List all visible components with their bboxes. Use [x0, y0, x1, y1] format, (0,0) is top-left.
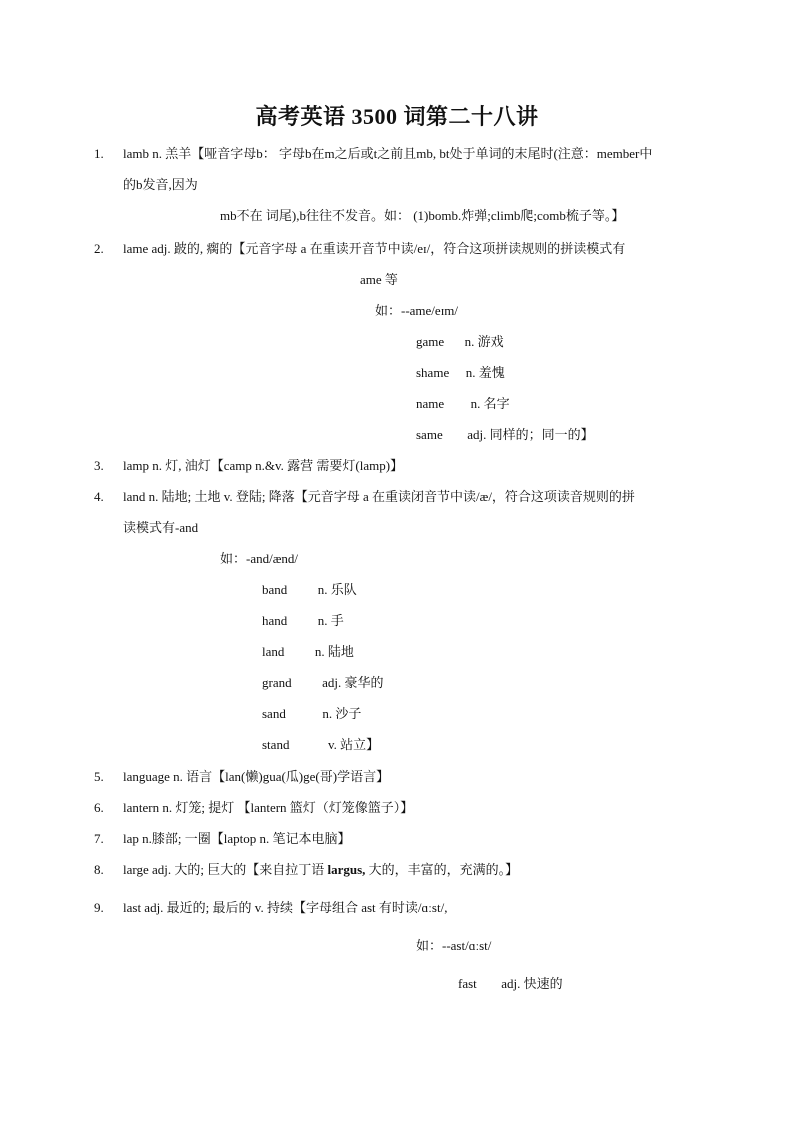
entry-text: language n. 语言【lan(懒)gua(瓜)ge(哥)学语言】 [123, 769, 390, 784]
word-example [262, 581, 357, 599]
example-word: stand [262, 737, 290, 752]
word-example [262, 705, 361, 723]
example-meaning: n. 羞愧 [465, 365, 505, 380]
example-meaning: n. 游戏 [464, 334, 504, 349]
word-example [416, 426, 594, 444]
word-example [262, 736, 379, 754]
page-title: 高考英语 3500 词第二十八讲 [255, 104, 539, 129]
example-word: land [262, 644, 285, 659]
entry-number: 1. [94, 146, 104, 161]
entry-number: 4. [94, 489, 104, 504]
entry-text: lap n.膝部; 一圈【laptop n. 笔记本电脑】 [123, 831, 351, 846]
example-meaning: adj. 快速的 [501, 976, 563, 991]
example-word: hand [262, 613, 288, 628]
example-word: grand [262, 675, 292, 690]
entry-text: mb不在 词尾),b往往不发音。如： (1)bomb.炸弹;climb爬;comb梳子等。】 [220, 208, 625, 223]
entry-text: lamp n. 灯, 油灯【camp n.&v. 露营 需要灯(lamp)】 [123, 458, 404, 473]
entry-number: 8. [94, 862, 104, 877]
entry-number: 9. [94, 900, 104, 915]
entry-text: lamb n. 羔羊【哑音字母b： 字母b在m之后或t之前且mb, bt处于单词的末尾时(注意：member中 [123, 146, 653, 161]
example-word: sand [262, 706, 286, 721]
entry-text: last adj. 最近的; 最后的 v. 持续【字母组合 ast 有时读/ɑːst/, [123, 900, 448, 915]
example-meaning: n. 乐队 [317, 582, 357, 597]
word-example [262, 643, 354, 661]
word-example [416, 333, 504, 351]
word-example [458, 975, 563, 993]
entry-text-part: 大的，丰富的，充满的。】 [365, 862, 519, 877]
example-word: fast [458, 976, 477, 991]
word-example [416, 395, 510, 413]
entry-text: lame adj. 跛的, 瘸的【元音字母 a 在重读开音节中读/eɪ/，符合这项拼读规则的拼读模式有 [123, 241, 626, 256]
entry-number: 3. [94, 458, 104, 473]
example-meaning: n. 沙子 [322, 706, 362, 721]
entry-number: 2. [94, 241, 104, 256]
example-meaning: n. 名字 [470, 396, 510, 411]
entry-number: 5. [94, 769, 104, 784]
example-meaning: v. 站立】 [327, 737, 380, 752]
entry-text: 如：-and/ænd/ [220, 551, 298, 566]
entry-text: 如：--ame/eɪm/ [375, 303, 459, 318]
word-example [262, 612, 344, 630]
example-meaning: adj. 同样的；同一的】 [467, 427, 594, 442]
entry-number: 6. [94, 800, 104, 815]
example-word: band [262, 582, 288, 597]
entry-text [123, 861, 518, 879]
entry-text: ame 等 [360, 272, 398, 287]
entry-text: lantern n. 灯笼; 提灯 【lantern 篮灯（灯笼像篮子）】 [123, 800, 414, 815]
entry-text: 如：--ast/ɑːst/ [416, 938, 492, 953]
etymology-word: largus, [327, 862, 366, 877]
entry-text: 的b发音,因为 [123, 177, 198, 192]
entry-text-part: large adj. 大的; 巨大的【来自拉丁语 [123, 862, 328, 877]
example-meaning: n. 陆地 [314, 644, 354, 659]
entry-text: land n. 陆地; 土地 v. 登陆; 降落【元音字母 a 在重读闭音节中读/æ/，符合这项读音规则的拼 [123, 489, 635, 504]
example-meaning: n. 手 [317, 613, 344, 628]
word-example [262, 674, 384, 692]
example-word: shame [416, 365, 450, 380]
word-example [416, 364, 505, 382]
example-word: same [416, 427, 443, 442]
entry-number: 7. [94, 831, 104, 846]
example-meaning: adj. 豪华的 [322, 675, 384, 690]
example-word: game [416, 334, 445, 349]
entry-text: 读模式有-and [123, 520, 199, 535]
example-word: name [416, 396, 445, 411]
